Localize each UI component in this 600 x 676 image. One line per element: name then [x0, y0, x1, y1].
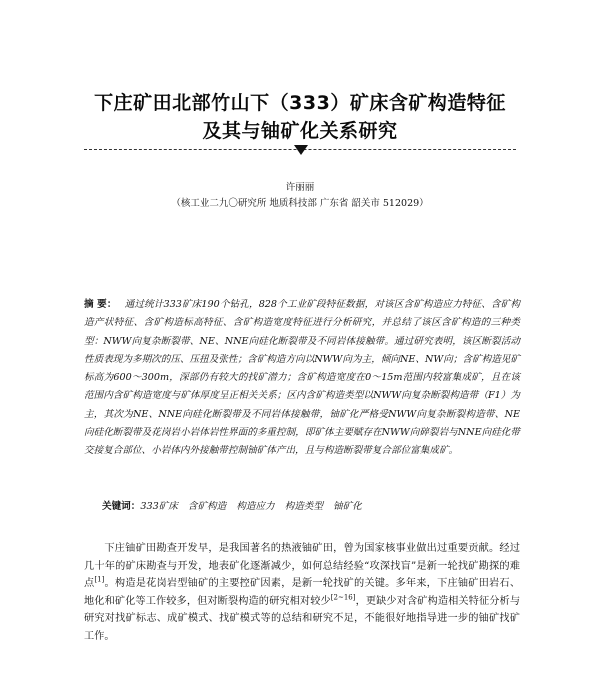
- intro-text-a: 下庄铀矿田勘查开发早，是我国著名的热液铀矿田，曾为国家核事业做出过重要贡献。经过几十年的矿床勘查与开发，地表矿化逐渐减少，如何总结经验“攻深找盲”是新一轮找矿勘探的难点: [84, 543, 520, 589]
- keyword: 构造应力: [236, 501, 275, 512]
- introduction-paragraph: [84, 540, 520, 645]
- keywords: [102, 498, 522, 512]
- paper-title-line-1: 下庄矿田北部竹山下（333）矿床含矿构造特征: [94, 92, 506, 114]
- author-affiliation: （核工业二九〇研究所 地质科技部 广东省 韶关市 512029）: [171, 198, 429, 209]
- keywords-label: 关键词：: [102, 501, 141, 512]
- triangle-down-icon: [294, 145, 308, 155]
- abstract-label: 摘 要：: [84, 299, 117, 310]
- keyword: 构造类型: [284, 501, 323, 512]
- abstract: [84, 296, 520, 461]
- intro-text-c: ，更缺少对含矿构造相关特征分析与研究对找矿标志、成矿模式、找矿模式等的总结和研究不足，不能很好地指导进一步的铀矿找矿工作。: [84, 595, 521, 642]
- intro-text-b: 。构造是花岗岩型铀矿的主要控矿因素，是新一轮找矿的关键。多年来，下庄铀矿田岩石、地化和矿化等工作较多，但对断裂构造的研究相对较少: [84, 578, 521, 607]
- keyword: 333矿床: [140, 501, 178, 512]
- paper-title-line-2: 及其与铀矿化关系研究: [202, 120, 398, 142]
- citation-ref[interactable]: [1]: [94, 575, 105, 584]
- citation-ref[interactable]: [2~16]: [330, 593, 356, 602]
- keyword: 含矿构造: [187, 501, 227, 512]
- keyword: 铀矿化: [333, 501, 362, 512]
- author-name: 许丽丽: [285, 182, 315, 193]
- abstract-text: 通过统计333矿床190个钻孔，828个工业矿段特征数据，对该区含矿构造应力特征、含矿构造产状特征、含矿构造标高特征、含矿构造宽度特征进行分析研究，并总结了该区含矿构造的三种类型：NWW向复杂断裂带、NE、NNE向硅化断裂带及不同岩体接触带。通过研究表明，该区断裂活动性质表现为多期次的压、压扭及张性；含矿构造方向以NWW向为主，倾向NE、NW向；含矿构造见矿标高为600～300m，深部仍有较大的找矿潜力；含矿构造宽度在0～15m范围内较富集成矿，且在该范围内含矿构造宽度与矿体厚度呈正相关关系；区内含矿构造类型以NWW向复杂断裂构造带（F1）为主，其次为NE、NNE向硅化断裂带及不同岩体接触带，铀矿化严格受NWW向复杂断裂构造带、NE向硅化断裂带及花岗岩小岩体岩性界面的多重控制，即矿体主要赋存在NWW向碎裂岩与NNE向硅化带交接复合部位、小岩体内外接触带控制铀矿体产出，且与构造断裂带复合部位富集成矿。: [84, 299, 520, 457]
